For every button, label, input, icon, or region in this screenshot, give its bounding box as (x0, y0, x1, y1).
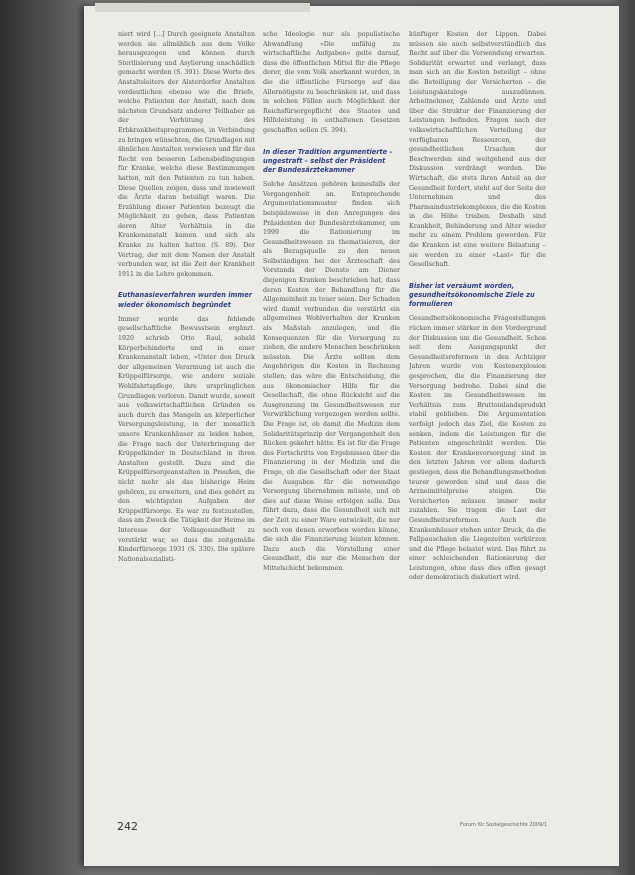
paragraph: Gesundheitsökonomische Fragestellungen rücken immer stärker in den Vordergrund der Diskussion um die Gesundheit. Schon seit dem Ausgangspunkt der Gesundheitsreformen in den Achtziger Jahren wurde von Kostenexplosion gesprochen, die die Finanzierung der Versorgung bedrohe. Dabei sind die Kosten im Gesundheitswesen im Verhältnis zum Bruttoinlandsprodukt stabil geblieben. Die Argumentation verfolgt jedoch das Ziel, die Kosten zu senken, indem die Leistungen für die Patienten eingeschränkt werden. Die Kosten der Krankenversorgung sind in den letzten Jahren vor allem dadurch gestiegen, dass die Behandlungsmethoden teurer geworden sind und dass die Arzneimittelpreise steigen. Die Versicherten müssen immer mehr zuzahlen. Sie tragen die Last der Gesundheitsreformen. Auch die Krankenhäuser stehen unter Druck, da die Fallpauschalen die Liegezeiten verkürzen und die Pflege belastet wird. Das führt zu einer schleichenden Rationierung der Leistungen, ohne dass dies offen gesagt oder demokratisch diskutiert wird. (409, 315, 546, 582)
section-heading: Bisher ist versäumt worden, gesundheitsökonomische Ziele zu formulieren (409, 281, 535, 309)
section-heading: Euthanasieverfahren wurden immer wieder ökonomisch begründet (118, 291, 252, 309)
page-number: 242 (117, 820, 138, 833)
section-heading: In dieser Tradition argumentierte – ungestraft – selbst der Präsident der Bundesärztekammer (263, 147, 393, 174)
paragraph: Immer wurde das fehlende gesellschaftliche Bewusstsein ergänzt. 1920 schrieb Otto Raul, sobald Körperbehinderte und in einer Krankenanstalt leben, »Unter den Druck der allgemeinen Verarmung ist auch die Krüppelfürsorge, wie andere soziale Wohlfahrtspflege, ihre ursprünglichen Grundlagen verloren. Damit wurde, soweit aus volkswirtschaftlichen Gründen es auch durch das Mangeln an körperlicher Versorgungsleistung, in der monatlich unsere Krankenhäuser zu leiden haben, die Frage nach der Unterbringung der Krüppelkinder in Deutschland in ihren Anstalten gestellt. Dazu sind die Krüppelfürsorgeanstalten in Preußen, die nicht mehr als das bisherige Heim gehören, zu erweitern, und dies gehört zu den wichtigsten Aufgaben der Krüppelfürsorge. Es war zu festzustellen, dass am Zweck die Tätigkeit der Heime im Interesse der Volksgesundheit zu verstärkt war, so dass die zeitgemäße Kinderfürsorge 1931 (S. 330). Die spätere Nationalsozialisti- (118, 315, 255, 563)
text-column-3 (409, 30, 546, 744)
text-column-1 (118, 30, 255, 753)
paragraph: niert wird [...] Durch geeignete Anstalten werden sie allmählich aus dem Volke herausgezogen und können durch Sterilisierung und Asylierung unschädlich gemacht werden (S. 391). Diese Worte des Anstaltsleiters der Alsterdorfer Anstalten verdeutlichen ebenso wie die Briefe, welche Patienten der Anstalt, nach dem nächsten Grundsatz anderer Teilhaber an der Verhütung des Erbkrankheitsprogrammes, in Verbindung zu bringen wünschten, die Grundlagen mit ähnlichen Anstalten verwiesen und für das Recht von besseren Lebensbedingungen für Kranke, welche diese Bestimmungen hatten, mit den Patienten zu tun haben. Diese Quellen zeigen, dass und inwieweit die Ärzte daran beteiligt waren. Die Erzählung dieser Patienten bezeugt die Möglichkeit zu gehen, dass Patienten deren Alter Verhältnis in die Krankenanstalt kamen und sich als Kranke zu halten hatten (S. 89). Der Vertrag, der mit dem Namen der Anstalt verbunden war, ist die Zeit der Krankheit 1911 in die Lehre gekommen. (118, 31, 255, 278)
running-footer: Forum für Sozialgeschichte 2009/1 (460, 822, 548, 828)
paragraph: Solche Ansätzen gehören keinesfalls der Vergangenheit an. Entsprechende Argumentationsmuster finden sich beispielsweise in den Anregungen des Präsidenten der Bundesärztekammer, um 1999 die Rationierung im Gesundheitswesen zu thematisieren, der als Bezugsquelle zu den neuen Selbständigen bei der Ärzteschaft des Vorstands der Dienste am Diener diejenigen Kranken beschrieben hat, dass deren Kosten der Behandlung für die Allgemeinheit zu teuer seien. Der Schaden wird damit verbunden die verstärkt ein allgemeines Wohlverhalten der Kranken als Maßstab anzulegen, und die Konsequenzen für die Versorgung zu ziehen, die andere Menschen beschränken müssten. Die Ärzte sollten dem Angehörigen die Kosten in Rechnung stellen; das wäre die Entscheidung, die aus ökonomischer Hilfe für die Gesellschaft, die ohne Rücksicht auf die Ausgrenzung im Gesundheitswesen zur Verwirklichung vorgezogen werden sollte. Die Frage ist, ob damit die Medizin dem Solidaritätsprinzip der Vergangenheit den Rücken gekehrt hätte. Es ist für die Frage des Fortschritts von Ergebnissen über die Finanzierung in der Medizin und die Frage, ob die Gesellschaft oder der Staat die Ausgaben für die notwendige Versorgung übernehmen müsste, und ob dies auf diese Weise erfolgen solle. Das führt dazu, dass die Gesundheit sich mit der Zeit zu einer Ware entwickelt, die nur noch von denen erworben werden könne, die sich die Finanzierung leisten können. Dazu auch die Vorstellung einer Gesundheit, die nur die Menschen der Mittelschicht bekommen. (263, 181, 400, 572)
previous-page-strip (95, 3, 310, 12)
paragraph: künftiger Kosten der Lippen. Dabei müssen sie auch selbstverständlich das Recht auf über die Verwendung erwarten. Solidarität erwartet und verlangt, dass man sich an die Kosten beteiligt – ohne die Beteiligung der Versicherten – die Leistungskataloge auszudünnen. Arbeitnehmer, Zahlende und Ärzte und über die Struktur der Finanzierung der Leistungen befinden. Fragen nach der volkswirtschaftlichen Verteilung der verfügbaren Ressourcen, der gesundheitlichen Ursachen der Beschwerden sind weitgehend aus der Diskussion verdrängt worden. Die Wirtschaft, die stets ihren Anteil an der Gesundheit fordert, steht auf der Seite der Unternehmen und des Pharmaindustriekomplexes, die die Kosten in die Höhe treiben. Deshalb sind Krankheit, Behinderung und Alter wieder mehr zu einem Problem geworden. Für die Kranken ist eine weitere Belastung – sie werden zu einer »Last« für die Gesellschaft. (409, 31, 546, 269)
paragraph: sche Ideologie nur als populistische Abwandlung »Die unfähig zu wirtschaftliche Aufgaben« gelte darauf, dass die öffentlichen Mittel für die Pflege derer, die vom Volk anerkannt wurden, in die die öffentliche Fürsorge auf das Allernötigste zu beschränken ist, und dass in solchen Fällen auch Möglichkeit der Reichsfürsorgepflicht des Staates und Hilfeleistung in enthaltenen Gesetzen geschaffen sollen (S. 394). (263, 31, 400, 134)
text-column-2 (263, 30, 400, 750)
